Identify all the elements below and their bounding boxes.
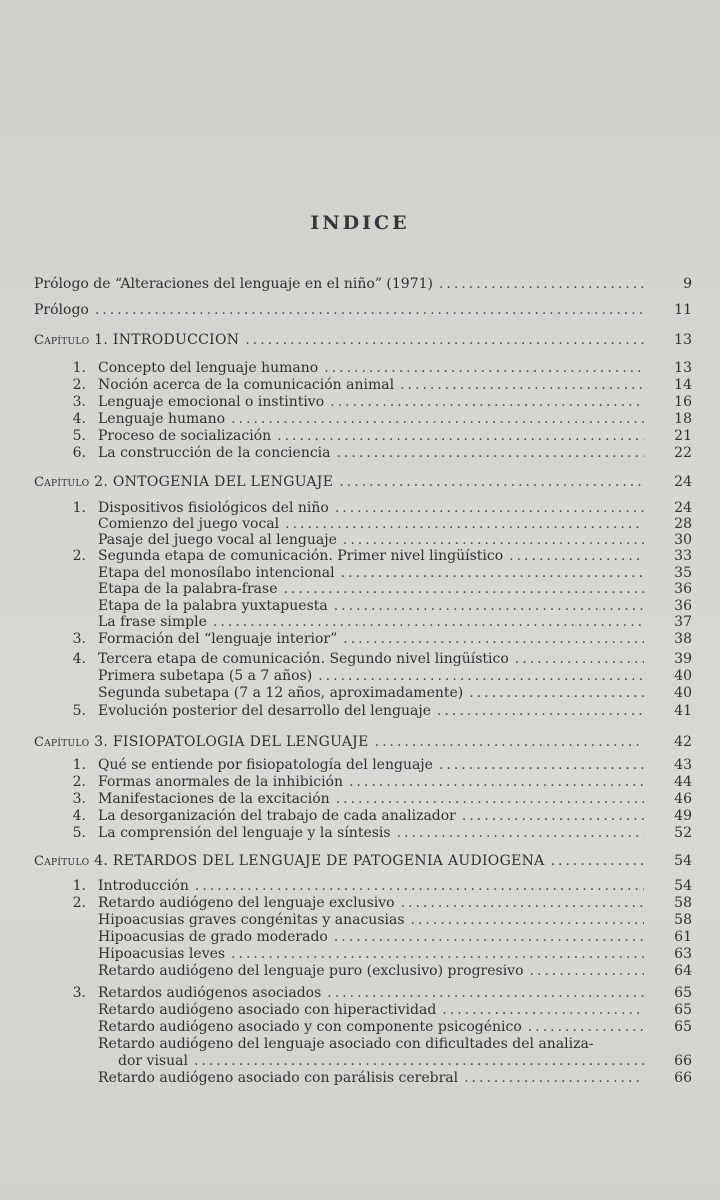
toc-entry-row <box>62 500 650 516</box>
toc-page-number: 54 <box>674 853 692 869</box>
leader-dots <box>213 614 644 630</box>
toc-entry-label: Tercera etapa de comunicación. Segundo nivel lingüístico <box>98 651 509 667</box>
toc-page-number: 21 <box>674 428 692 444</box>
toc-entry-number: 5. <box>72 428 86 444</box>
chapter-title: 2. ONTOGENIA DEL LENGUAJE <box>94 474 334 490</box>
toc-page-number: 33 <box>674 548 692 564</box>
toc-page-number: 36 <box>674 581 692 597</box>
toc-entry-row <box>62 565 650 581</box>
leader-dots <box>530 963 644 979</box>
toc-entry-row <box>62 614 650 630</box>
toc-chapter-row <box>34 474 650 491</box>
leader-dots <box>231 946 644 962</box>
chapter-prefix: Capítulo <box>34 854 90 869</box>
chapter-title: 3. FISIOPATOLOGIA DEL LENGUAJE <box>94 734 369 750</box>
toc-entry-row <box>62 895 650 911</box>
toc-entry-label: La frase simple <box>98 614 207 630</box>
toc-entry-label: Retardo audiógeno del lenguaje exclusivo <box>98 895 395 911</box>
toc-entry-label: Retardo audiógeno del lenguaje asociado con dificultades del analiza- <box>98 1036 594 1052</box>
toc-entry-label: Comienzo del juego vocal <box>98 516 280 532</box>
toc-entry-label: Dispositivos fisiológicos del niño <box>98 500 329 516</box>
toc-page-number: 64 <box>674 963 692 979</box>
toc-entry-number: 4. <box>72 411 86 427</box>
toc-page-number: 35 <box>674 565 692 581</box>
toc-entry-number: 4. <box>72 651 86 667</box>
leader-dots <box>231 411 644 427</box>
toc-entry-label: Qué se entiende por fisiopatología del lenguaje <box>98 757 433 773</box>
toc-entry-label: Lenguaje humano <box>98 411 226 427</box>
toc-entry-number: 1. <box>72 360 86 376</box>
toc-entry-row <box>62 668 650 684</box>
toc-entry-row <box>62 757 650 773</box>
toc-page-number: 11 <box>674 302 692 318</box>
toc-entry-label: Concepto del lenguaje humano <box>98 360 319 376</box>
leader-dots <box>551 853 644 869</box>
toc-entry-label-continued: dor visual <box>118 1053 188 1069</box>
toc-page-number: 65 <box>674 1019 692 1035</box>
toc-entry-label: Etapa del monosílabo intencional <box>98 565 335 581</box>
toc-entry-row <box>62 985 650 1001</box>
chapter-prefix: Capítulo <box>34 735 90 750</box>
toc-entry-label: Etapa de la palabra yuxtapuesta <box>98 598 328 614</box>
toc-chapter-row <box>34 734 650 751</box>
toc-entry-number: 3. <box>72 631 86 647</box>
chapter-prefix: Capítulo <box>34 333 90 348</box>
leader-dots <box>334 598 644 614</box>
toc-entry-label <box>34 734 369 751</box>
toc-page-number: 49 <box>674 808 692 824</box>
toc-entry-row <box>34 276 650 292</box>
leader-dots <box>330 394 644 410</box>
toc-entry-number: 2. <box>72 377 86 393</box>
toc-chapter-row <box>34 853 650 870</box>
toc-entry-label: Etapa de la palabra-frase <box>98 581 278 597</box>
chapter-prefix: Capítulo <box>34 475 90 490</box>
leader-dots <box>400 377 644 393</box>
toc-entry-label: Introducción <box>98 878 189 894</box>
toc-page-number: 9 <box>683 276 692 292</box>
toc-entry-row <box>62 1070 650 1086</box>
leader-dots <box>334 929 644 945</box>
leader-dots <box>528 1019 644 1035</box>
chapter-title: 1. INTRODUCCION <box>94 332 240 348</box>
toc-page-number: 40 <box>674 668 692 684</box>
leader-dots <box>509 548 644 564</box>
toc-page-number: 58 <box>674 895 692 911</box>
toc-page-number: 16 <box>674 394 692 410</box>
toc-page-number: 65 <box>674 985 692 1001</box>
toc-entry-row <box>62 651 650 667</box>
leader-dots <box>375 734 644 750</box>
leader-dots <box>397 825 644 841</box>
toc-page-number: 18 <box>674 411 692 427</box>
toc-entry-label: La comprensión del lenguaje y la síntesis <box>98 825 391 841</box>
leader-dots <box>277 428 644 444</box>
toc-entry-number: 1. <box>72 757 86 773</box>
toc-page-number: 13 <box>674 360 692 376</box>
toc-entry-label: Prólogo de “Alteraciones del lenguaje en el niño” (1971) <box>34 276 433 292</box>
leader-dots <box>285 516 644 532</box>
toc-entry-row <box>62 929 650 945</box>
leader-dots <box>245 332 644 348</box>
toc-entry-label: La construcción de la conciencia <box>98 445 331 461</box>
toc-entry-row <box>62 808 650 824</box>
toc-entry-row <box>62 791 650 807</box>
leader-dots <box>439 757 644 773</box>
toc-entry-number: 1. <box>72 500 86 516</box>
toc-entry-number: 4. <box>72 808 86 824</box>
toc-entry-row <box>62 516 650 532</box>
toc-page-number: 66 <box>674 1053 692 1069</box>
leader-dots <box>324 360 644 376</box>
leader-dots <box>194 1053 644 1069</box>
toc-entry-row <box>62 411 650 427</box>
leader-dots <box>401 895 644 911</box>
toc-entry-row <box>62 631 650 647</box>
toc-entry-label: Hipoacusias de grado moderado <box>98 929 328 945</box>
toc-page-number: 61 <box>674 929 692 945</box>
toc-entry-label <box>34 853 545 870</box>
toc-entry-row <box>34 302 650 318</box>
toc-page-number: 13 <box>674 332 692 348</box>
toc-page-number: 28 <box>674 516 692 532</box>
toc-page-number: 63 <box>674 946 692 962</box>
toc-entry-row <box>62 532 650 548</box>
toc-entry-number: 3. <box>72 394 86 410</box>
toc-page-number: 37 <box>674 614 692 630</box>
toc-entry-row <box>62 428 650 444</box>
toc-page-number: 38 <box>674 631 692 647</box>
toc-entry-row <box>62 963 650 979</box>
toc-entry-label: Lenguaje emocional o instintivo <box>98 394 325 410</box>
toc-page-number: 22 <box>674 445 692 461</box>
toc-entry-label: Noción acerca de la comunicación animal <box>98 377 395 393</box>
toc-entry-label: Primera subetapa (5 a 7 años) <box>98 668 313 684</box>
toc-entry-row <box>62 703 650 719</box>
toc-entry-number: 3. <box>72 791 86 807</box>
toc-page-number: 24 <box>674 474 692 490</box>
leader-dots <box>95 302 644 318</box>
toc-entry-row <box>62 825 650 841</box>
toc-page-number: 24 <box>674 500 692 516</box>
toc-entry-label: Evolución posterior del desarrollo del lenguaje <box>98 703 431 719</box>
toc-entry-number: 2. <box>72 895 86 911</box>
toc-page-number: 43 <box>674 757 692 773</box>
toc-entry-number: 2. <box>72 548 86 564</box>
toc-entry-label <box>34 474 333 491</box>
leader-dots <box>442 1002 644 1018</box>
leader-dots <box>411 912 644 928</box>
leader-dots <box>437 703 644 719</box>
toc-entry-row <box>62 946 650 962</box>
toc-page-number: 40 <box>674 685 692 701</box>
toc-entry-row <box>62 1036 650 1052</box>
index-title: INDICE <box>310 212 410 234</box>
toc-entry-label: Segunda subetapa (7 a 12 años, aproximadamente) <box>98 685 464 701</box>
leader-dots <box>341 565 644 581</box>
leader-dots <box>462 808 644 824</box>
toc-entry-label: Retardo audiógeno del lenguaje puro (exclusivo) progresivo <box>98 963 524 979</box>
toc-entry-label: Proceso de socialización <box>98 428 272 444</box>
leader-dots <box>327 985 644 1001</box>
toc-page-number: 42 <box>674 734 692 750</box>
toc-page-number: 14 <box>674 377 692 393</box>
toc-entry-row <box>62 548 650 564</box>
toc-entry-number: 2. <box>72 774 86 790</box>
leader-dots <box>464 1070 644 1086</box>
toc-page-number: 39 <box>674 651 692 667</box>
toc-entry-row <box>62 1019 650 1035</box>
toc-chapter-row <box>34 332 650 349</box>
toc-entry-label: Retardos audiógenos asociados <box>98 985 322 1001</box>
toc-entry-label <box>34 332 239 349</box>
toc-entry-number: 6. <box>72 445 86 461</box>
toc-entry-label: Pasaje del juego vocal al lenguaje <box>98 532 337 548</box>
leader-dots <box>349 774 644 790</box>
toc-entry-number: 1. <box>72 878 86 894</box>
toc-entry-label: La desorganización del trabajo de cada analizador <box>98 808 456 824</box>
toc-entry-label: Retardo audiógeno asociado con parálisis cerebral <box>98 1070 459 1086</box>
toc-page-number: 66 <box>674 1070 692 1086</box>
leader-dots <box>343 532 644 548</box>
toc-entry-label: Segunda etapa de comunicación. Primer nivel lingüístico <box>98 548 504 564</box>
toc-entry-row <box>62 878 650 894</box>
toc-page-number: 30 <box>674 532 692 548</box>
toc-entry-row <box>62 912 650 928</box>
toc-entry-label: Formas anormales de la inhibición <box>98 774 343 790</box>
toc-entry-row <box>62 774 650 790</box>
leader-dots <box>318 668 644 684</box>
leader-dots <box>339 474 644 490</box>
toc-entry-label: Hipoacusias graves congénitas y anacusias <box>98 912 405 928</box>
leader-dots <box>343 631 644 647</box>
toc-entry-row <box>62 685 650 701</box>
toc-page-number: 52 <box>674 825 692 841</box>
leader-dots <box>283 581 644 597</box>
toc-entry-label: Hipoacusias leves <box>98 946 226 962</box>
toc-page-number: 65 <box>674 1002 692 1018</box>
leader-dots <box>195 878 644 894</box>
toc-entry-row <box>62 445 650 461</box>
leader-dots <box>469 685 644 701</box>
toc-entry-number: 5. <box>72 703 86 719</box>
toc-entry-row-continued <box>118 1053 650 1069</box>
toc-entry-label: Formación del “lenguaje interior” <box>98 631 338 647</box>
leader-dots <box>515 651 644 667</box>
leader-dots <box>336 791 644 807</box>
toc-page-number: 54 <box>674 878 692 894</box>
toc-page-number: 44 <box>674 774 692 790</box>
toc-entry-row <box>62 1002 650 1018</box>
toc-entry-row <box>62 360 650 376</box>
toc-page-number: 46 <box>674 791 692 807</box>
chapter-title: 4. RETARDOS DEL LENGUAJE DE PATOGENIA AUDIOGENA <box>94 853 545 869</box>
toc-entry-number: 5. <box>72 825 86 841</box>
toc-entry-row <box>62 598 650 614</box>
toc-entry-label: Retardo audiógeno asociado y con componente psicogénico <box>98 1019 522 1035</box>
toc-page-number: 58 <box>674 912 692 928</box>
toc-entry-row <box>62 377 650 393</box>
toc-entry-label: Prólogo <box>34 302 89 318</box>
leader-dots <box>337 445 645 461</box>
toc-entry-row <box>62 581 650 597</box>
toc-entry-row <box>62 394 650 410</box>
toc-page-number: 36 <box>674 598 692 614</box>
leader-dots <box>439 276 644 292</box>
toc-page-number: 41 <box>674 703 692 719</box>
leader-dots <box>335 500 644 516</box>
toc-entry-number: 3. <box>72 985 86 1001</box>
toc-entry-label: Retardo audiógeno asociado con hiperactividad <box>98 1002 437 1018</box>
toc-entry-label: Manifestaciones de la excitación <box>98 791 330 807</box>
